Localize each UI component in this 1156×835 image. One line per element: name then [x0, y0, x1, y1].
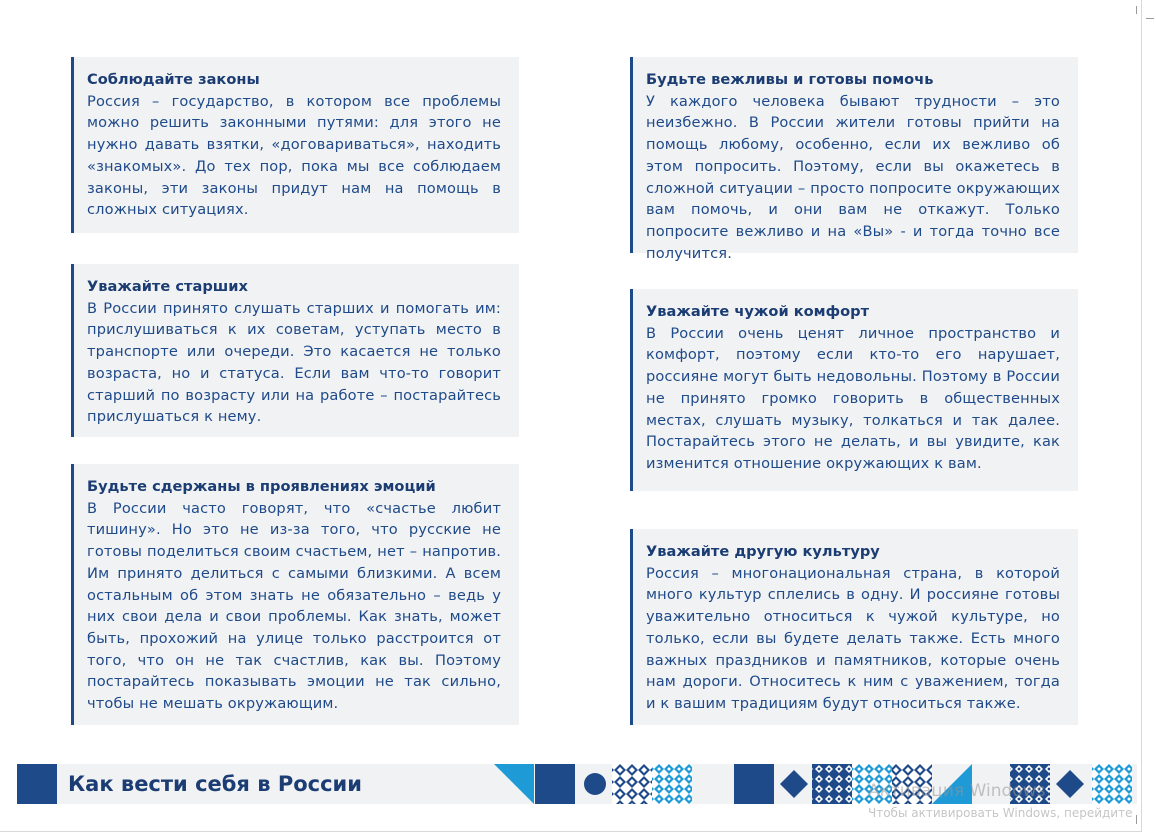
activation-watermark-title: Активация Windows: [868, 781, 1046, 801]
ornament-lace: [812, 764, 852, 804]
ornament-diamond: [780, 770, 808, 798]
card-respect-comfort: [630, 289, 1078, 491]
card-obey-laws: [71, 57, 519, 233]
ornament-circle: [584, 773, 606, 795]
card-restrain-emotions: [71, 464, 519, 725]
card-title: Уважайте старших: [87, 278, 248, 295]
card-title: Уважайте чужой комфорт: [646, 303, 870, 320]
ornament-square: [734, 764, 774, 804]
ornament-diamond: [1056, 770, 1084, 798]
card-title: Уважайте другую культуру: [646, 543, 880, 560]
card-text: У каждого человека бывают трудности – это неизбежно. В России жители готовы прийти на помощь любому, особенно, если их вежливо об этом попросить. Поэтому, если вы окажетесь в сложной ситуации – просто попросите окружающих вам помочь, и они вам не откажут. Только попросите вежливо и на «Вы» - и тогда точно все получится.: [646, 92, 1060, 262]
card-text: В России очень ценят личное пространство и комфорт, поэтому если кто-то его нарушает, россияне могут быть недовольны. Поэтому в России не принято громко говорить в общественных местах, слушать музыку, толкаться и так далее. Постарайтесь этого не делать, и вы увидите, как изменится отношение окружающих к вам.: [646, 324, 1060, 472]
card-text: Россия – многонациональная страна, в которой много культур сплелись в одну. И россияне готовы уважительно относиться к чужой культуре, но только, если вы будете делать также. Есть много важных праздников и памятников, которые очень нам дороги. Относитесь к ним с уважением, тогда и к вашим традициям будут относиться также.: [646, 564, 1060, 712]
crop-mark-top: [1136, 6, 1137, 14]
card-title: Будьте вежливы и готовы помочь: [646, 71, 934, 88]
crop-mark-right: [1146, 18, 1154, 19]
footer-title: Как вести себя в России: [68, 772, 362, 796]
card-text: В России часто говорят, что «счастье любит тишину». Но это не из-за того, что русские не готовы поделиться своим счастьем, нет – напротив. Им принято делиться с самыми близкими. А всем остальным об этом знать не обязательно – ведь у них свои дела и свои проблемы. Как знать, может быть, прохожий на улице только расстроится от того, что он не так счастлив, как вы. Поэтому постарайтесь показывать эмоции не так сильно, чтобы не мешать окружающим.: [87, 499, 501, 713]
ornament-triangle: [494, 764, 534, 804]
card-title: Соблюдайте законы: [87, 71, 260, 88]
card-respect-culture: [630, 529, 1078, 725]
ornament-lace: [612, 764, 652, 804]
ornament-lace: [1092, 764, 1132, 804]
card-text: Россия – государство, в котором все проблемы можно решить законными путями: для этого не нужно давать взятки, «договариваться», находить «знакомых». До тех пор, пока мы все соблюдаем законы, эти законы придут нам на помощь в сложных ситуациях.: [87, 92, 501, 219]
crop-mark-bottom: [1136, 815, 1137, 824]
card-respect-elders: [71, 264, 519, 437]
card-text: В России принято слушать старших и помогать им: прислушиваться к их советам, уступать место в транспорте или очереди. Это касается не только возраста, но и статуса. Если вам что-то говорит старший по возрасту или на работе – постарайтесь прислушаться к нему.: [87, 299, 501, 426]
footer-square-icon: [17, 764, 57, 804]
ornament-lace: [652, 764, 692, 804]
ornament-square: [535, 764, 575, 804]
card-be-polite: [630, 57, 1078, 262]
card-title: Будьте сдержаны в проявлениях эмоций: [87, 478, 436, 495]
activation-watermark-hint: Чтобы активировать Windows, перейдите: [868, 806, 1133, 820]
